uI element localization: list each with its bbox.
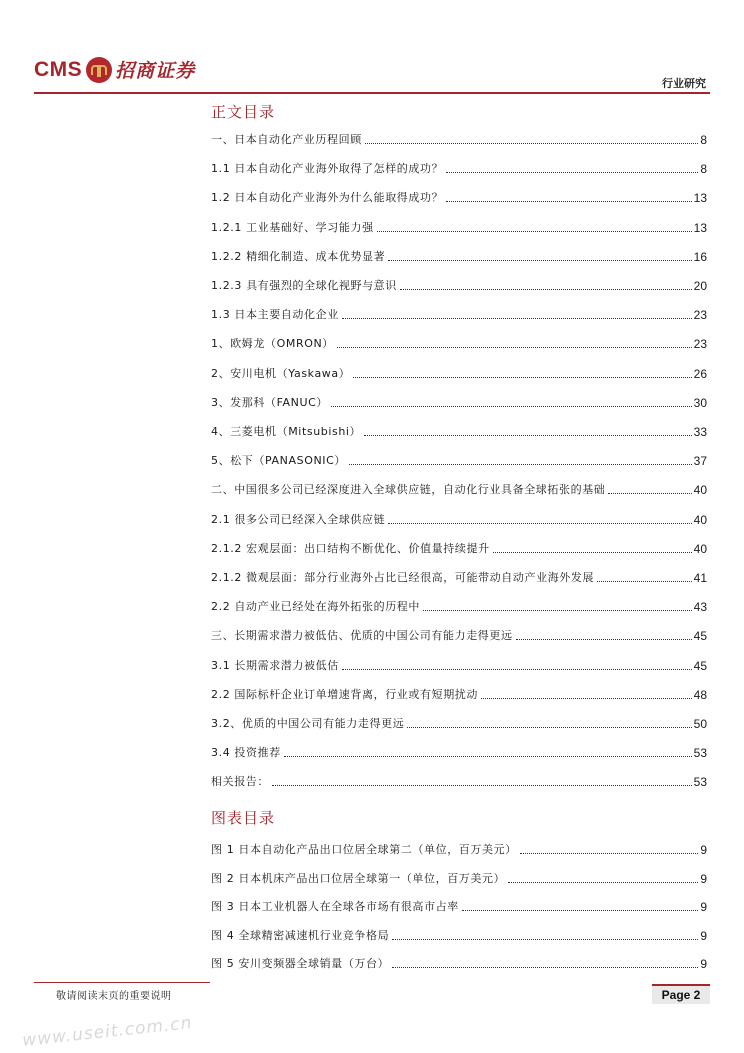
logo-company-name: 招商证券 (115, 60, 196, 82)
dot-leader (400, 288, 692, 290)
figure-entry[interactable] (211, 927, 707, 943)
dot-leader (446, 171, 698, 173)
dot-leader (388, 259, 691, 261)
dot-leader (331, 405, 692, 407)
entry-page-number: 53 (693, 746, 707, 761)
entry-page-number: 8 (700, 162, 707, 177)
entry-page-number: 9 (700, 843, 707, 857)
figure-list-title: 图表目录 (211, 809, 276, 827)
dot-leader (516, 638, 692, 640)
entry-label: 图 2 日本机床产品出口位居全球第一（单位，百万美元） (211, 871, 506, 885)
toc-title: 正文目录 (211, 103, 276, 121)
header-divider (34, 92, 710, 94)
entry-page-number: 33 (693, 425, 707, 439)
dot-leader (407, 726, 691, 728)
toc-entry[interactable] (211, 773, 707, 789)
entry-page-number: 45 (693, 658, 707, 673)
entry-label: 2.2 国际标杆企业订单增速背离，行业或有短期扰动 (211, 687, 478, 701)
entry-label: 图 5 安川变频器全球销量（万台） (211, 957, 390, 970)
entry-label: 3、发那科（FANUC） (211, 395, 329, 409)
page-header (0, 0, 744, 100)
entry-page-number: 43 (693, 600, 707, 615)
toc-entry[interactable] (211, 248, 707, 264)
toc-entry[interactable] (211, 569, 707, 585)
entry-page-number: 23 (693, 308, 707, 323)
logo-text: CMS (34, 57, 83, 81)
toc-entry[interactable] (211, 423, 707, 439)
toc-entry[interactable] (211, 306, 707, 322)
toc-entry[interactable] (211, 715, 707, 731)
toc-entry[interactable] (211, 686, 707, 702)
entry-label: 1.2.1 工业基础好、学习能力强 (211, 220, 374, 234)
entry-page-number: 8 (700, 133, 707, 147)
entry-page-number: 40 (693, 483, 707, 498)
footer-divider (34, 982, 210, 983)
entry-label: 相关报告： (211, 775, 269, 789)
dot-leader (423, 609, 692, 611)
report-category: 行业研究 (662, 77, 706, 90)
toc-entry[interactable] (211, 131, 707, 147)
toc-entry[interactable] (211, 219, 707, 235)
toc-entry[interactable] (211, 598, 707, 614)
entry-page-number: 40 (693, 512, 707, 527)
entry-label: 图 4 全球精密减速机行业竞争格局 (211, 928, 390, 942)
dot-leader (272, 784, 692, 786)
dot-leader (377, 230, 692, 232)
entry-label: 1.2.2 精细化制造、成本优势显著 (211, 249, 386, 263)
toc-entry[interactable] (211, 277, 707, 293)
toc-entry[interactable] (211, 335, 707, 351)
dot-leader (284, 755, 692, 757)
entry-label: 2.1.2 微观层面：部分行业海外占比已经很高，可能带动自动产业海外发展 (211, 571, 595, 584)
watermark: www.useit.com.cn (21, 1013, 194, 1051)
entry-label: 2.1.2 宏观层面：出口结构不断优化、价值量持续提升 (211, 541, 490, 555)
entry-label: 三、长期需求潜力被低估、优质的中国公司有能力走得更远 (211, 629, 513, 643)
entry-label: 3.1 长期需求潜力被低估 (211, 658, 339, 672)
entry-label: 一、日本自动化产业历程回顾 (211, 133, 362, 146)
entry-label: 4、三菱电机（Mitsubishi） (211, 425, 362, 438)
entry-label: 1.2.3 具有强烈的全球化视野与意识 (211, 279, 397, 292)
entry-page-number: 53 (693, 775, 707, 790)
toc-entry[interactable] (211, 744, 707, 760)
entry-page-number: 9 (700, 928, 707, 943)
entry-label: 2.1 很多公司已经深入全球供应链 (211, 512, 386, 526)
toc-entry[interactable] (211, 657, 707, 673)
entry-page-number: 37 (693, 454, 707, 469)
entry-page-number: 9 (700, 871, 707, 886)
toc-entry[interactable] (211, 481, 707, 497)
entry-page-number: 13 (693, 191, 707, 206)
entry-label: 图 3 日本工业机器人在全球各市场有很高市占率 (211, 900, 459, 913)
entry-page-number: 20 (693, 279, 707, 293)
entry-label: 2.2 自动产业已经处在海外拓张的历程中 (211, 600, 420, 614)
dot-leader (493, 551, 692, 553)
dot-leader (446, 200, 691, 202)
toc-entry[interactable] (211, 511, 707, 527)
dot-leader (392, 966, 698, 968)
dot-leader (608, 492, 691, 494)
entry-label: 1.1 日本自动化产业海外取得了怎样的成功？ (211, 162, 444, 176)
dot-leader (520, 852, 699, 854)
toc-entry[interactable] (211, 365, 707, 381)
entry-label: 1.3 日本主要自动化企业 (211, 308, 339, 322)
dot-leader (342, 668, 692, 670)
dot-leader (353, 376, 691, 378)
entry-page-number: 13 (693, 220, 707, 235)
entry-page-number: 30 (693, 395, 707, 410)
page-number-badge: Page 2 (652, 984, 710, 1004)
entry-page-number: 9 (700, 957, 707, 971)
figure-entry[interactable] (211, 955, 707, 971)
entry-page-number: 45 (693, 629, 707, 644)
dot-leader (388, 522, 691, 524)
entry-label: 5、松下（PANASONIC） (211, 454, 346, 468)
dot-leader (365, 142, 699, 144)
entry-page-number: 48 (693, 687, 707, 702)
figure-entry[interactable] (211, 898, 707, 914)
toc-entry[interactable] (211, 394, 707, 410)
entry-label: 2、安川电机（Yaskawa） (211, 366, 351, 380)
toc-entry[interactable] (211, 189, 707, 205)
figure-entry[interactable] (211, 870, 707, 886)
entry-label: 3.2、优质的中国公司有能力走得更远 (211, 717, 405, 730)
entry-page-number: 9 (700, 900, 707, 914)
entry-label: 图 1 日本自动化产品出口位居全球第二（单位，百万美元） (211, 843, 517, 856)
toc-entry[interactable] (211, 452, 707, 468)
toc-entry[interactable] (211, 627, 707, 643)
entry-page-number: 40 (693, 541, 707, 556)
dot-leader (508, 881, 698, 883)
entry-label: 二、中国很多公司已经深度进入全球供应链，自动化行业具备全球拓张的基础 (211, 483, 606, 497)
dot-leader (392, 938, 698, 940)
entry-page-number: 50 (693, 717, 707, 731)
entry-page-number: 41 (693, 571, 707, 585)
toc-entry[interactable] (211, 540, 707, 556)
dot-leader (597, 580, 692, 582)
entry-label: 3.4 投资推荐 (211, 746, 281, 760)
logo-emblem-icon (86, 57, 112, 83)
dot-leader (462, 909, 699, 911)
dot-leader (481, 697, 692, 699)
entry-page-number: 26 (693, 366, 707, 381)
entry-page-number: 16 (693, 249, 707, 264)
entry-label: 1、欧姆龙（OMRON） (211, 337, 334, 351)
dot-leader (342, 317, 692, 319)
disclaimer-note: 敬请阅读末页的重要说明 (56, 991, 172, 1002)
figure-entry[interactable] (211, 841, 707, 857)
entry-label: 1.2 日本自动化产业海外为什么能取得成功？ (211, 191, 444, 205)
toc-entry[interactable] (211, 160, 707, 176)
dot-leader (349, 463, 692, 465)
dot-leader (364, 434, 691, 436)
cms-logo (34, 56, 195, 83)
dot-leader (337, 346, 692, 348)
entry-page-number: 23 (693, 337, 707, 352)
